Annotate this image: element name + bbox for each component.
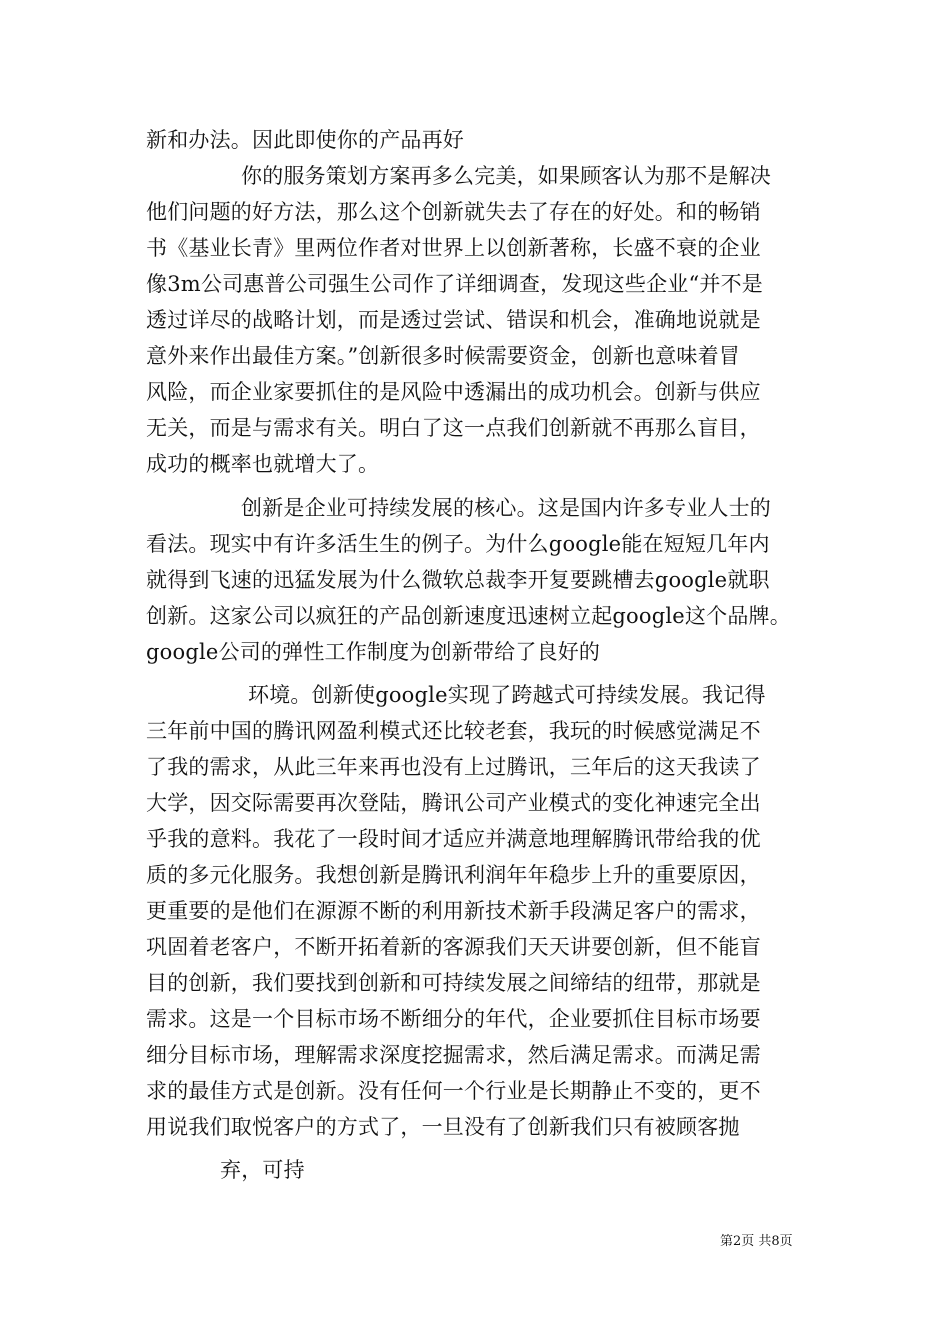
text-line: 书《基业长青》里两位作者对世界上以创新著称，长盛不衰的企业: [146, 236, 761, 260]
page-number-footer: 第2页 共8页: [720, 1234, 793, 1249]
text-line: 目的创新，我们要找到创新和可持续发展之间缔结的纽带，那就是: [146, 971, 761, 995]
text-line: 创新是企业可持续发展的核心。这是国内许多专业人士的: [241, 496, 771, 520]
text-line: 风险，而企业家要抓住的是风险中透漏出的成功机会。创新与供应: [146, 380, 761, 404]
text-line: 你的服务策划方案再多么完美，如果顾客认为那不是解决: [241, 164, 771, 188]
text-line: 就得到飞速的迅猛发展为什么微软总裁李开复要跳槽去google就职: [146, 568, 770, 592]
text-line: 细分目标市场，理解需求深度挖掘需求，然后满足需求。而满足需: [146, 1043, 761, 1067]
text-line: 弃，可持: [220, 1158, 305, 1182]
text-line: google公司的弹性工作制度为创新带给了良好的: [146, 640, 601, 664]
text-line: 了我的需求，从此三年来再也没有上过腾讯，三年后的这天我读了: [146, 755, 761, 779]
text-line: 透过详尽的战略计划，而是透过尝试、错误和机会，准确地说就是: [146, 308, 761, 332]
text-line: 更重要的是他们在源源不断的利用新技术新手段满足客户的需求，: [146, 899, 761, 923]
text-line: 巩固着老客户，不断开拓着新的客源我们天天讲要创新，但不能盲: [146, 935, 761, 959]
text-line: 环境。创新使google实现了跨越式可持续发展。我记得: [248, 683, 766, 707]
text-line: 用说我们取悦客户的方式了，一旦没有了创新我们只有被顾客抛: [146, 1115, 740, 1139]
text-line: 大学，因交际需要再次登陆，腾讯公司产业模式的变化神速完全出: [146, 791, 761, 815]
text-line: 意外来作出最佳方案。”创新很多时候需要资金，创新也意味着冒: [146, 344, 741, 368]
text-line: 质的多元化服务。我想创新是腾讯利润年年稳步上升的重要原因，: [146, 863, 761, 887]
text-line: 求的最佳方式是创新。没有任何一个行业是长期静止不变的，更不: [146, 1079, 761, 1103]
text-line: 新和办法。因此即使你的产品再好: [146, 128, 464, 152]
text-line: 三年前中国的腾讯网盈利模式还比较老套，我玩的时候感觉满足不: [146, 719, 761, 743]
text-line: 成功的概率也就增大了。: [146, 452, 380, 476]
text-line: 像3m公司惠普公司强生公司作了详细调查，发现这些企业“并不是: [146, 272, 764, 296]
text-line: 他们问题的好方法，那么这个创新就失去了存在的好处。和的畅销: [146, 200, 761, 224]
text-line: 需求。这是一个目标市场不断细分的年代，企业要抓住目标市场要: [146, 1007, 761, 1031]
text-line: 无关，而是与需求有关。明白了这一点我们创新就不再那么盲目，: [146, 416, 761, 440]
text-line: 看法。现实中有许多活生生的例子。为什么google能在短短几年内: [146, 532, 770, 556]
text-line: 乎我的意料。我花了一段时间才适应并满意地理解腾讯带给我的优: [146, 827, 761, 851]
text-line: 创新。这家公司以疯狂的产品创新速度迅速树立起google这个品牌。: [146, 604, 791, 628]
